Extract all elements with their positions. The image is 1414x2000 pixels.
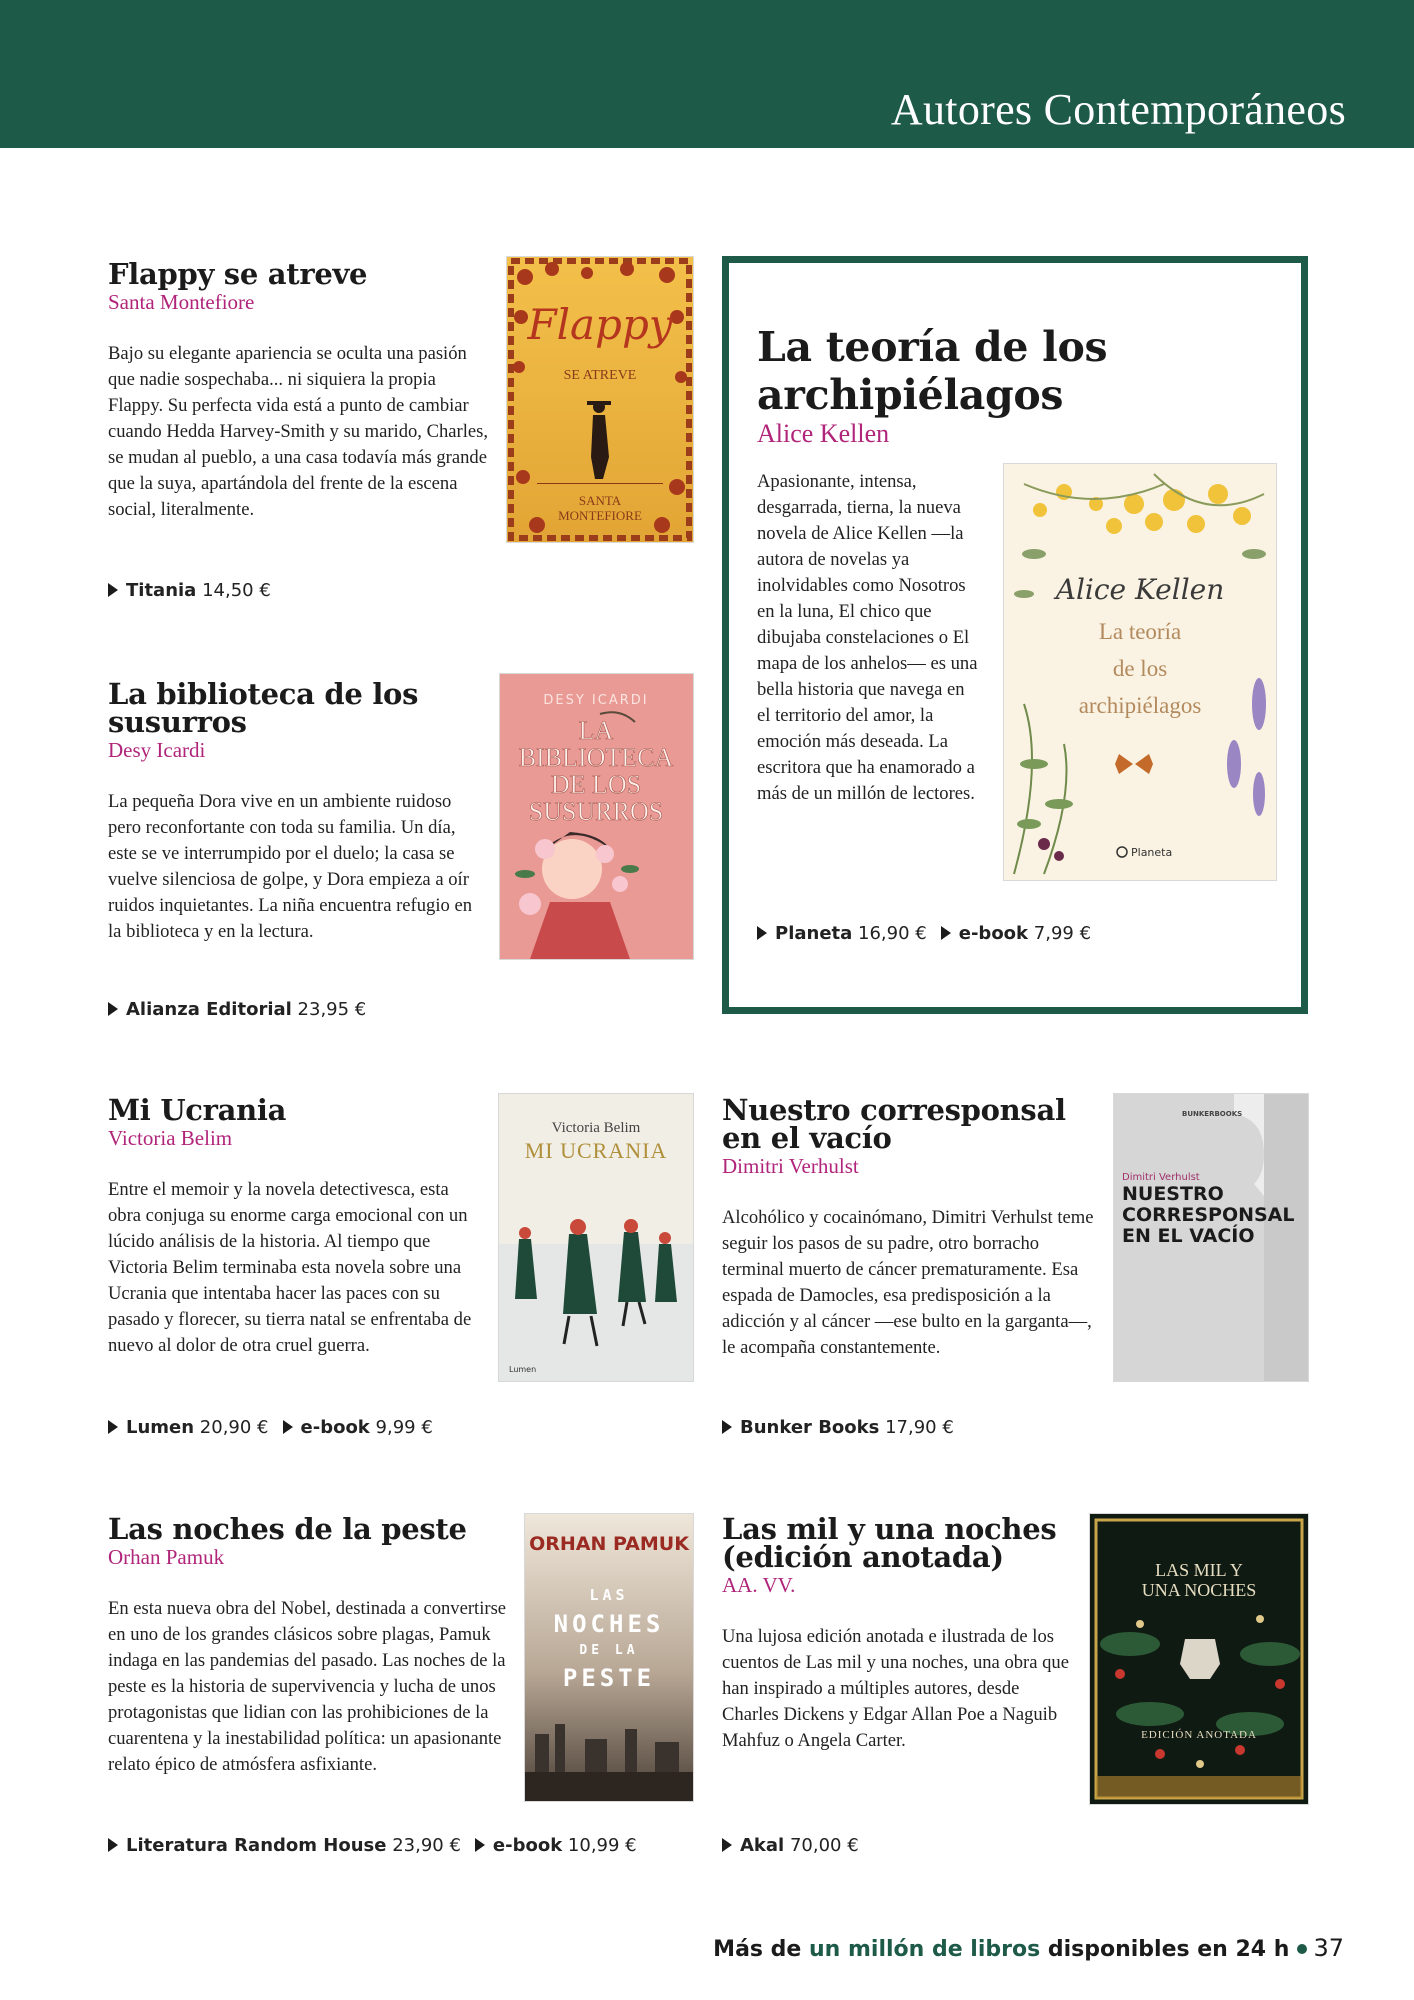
book-description: En esta nueva obra del Nobel, destinada a convertirse en uno de los grandes clásicos sobre plagas, Pamuk indaga en las pandemias del pasado. Las noches de la peste es la historia de supervivencia y lucha de unos protagonistas que lidian con las prohibiciones de la cuarentena y la inestabilidad política: un apasionante relato épico de atmósfera asfixiante.	[108, 1598, 507, 1775]
book-title: Las noches de la peste	[108, 1512, 467, 1546]
book-author: Alice Kellen	[757, 419, 890, 448]
book-description-column	[757, 469, 979, 807]
book-description: La pequeña Dora vive en un ambiente ruidoso pero reconfortante con toda su familia. Un día, este se ve interrumpido por el duelo; la casa se vuelve silenciosa de golpe, y Dora empieza a oír ruidos inquietantes. La niña encuentra refugio en la biblioteca y en la lectura.	[108, 791, 472, 942]
book-author: Orhan Pamuk	[108, 1545, 225, 1569]
ebook-price: 10,99 €	[567, 1835, 637, 1856]
book-cover-peste[interactable]	[525, 1514, 693, 1801]
price: 70,00 €	[789, 1835, 859, 1856]
bullet-icon	[1297, 1944, 1307, 1954]
cover-author: Alice Kellen	[1055, 573, 1225, 606]
price: 14,50 €	[202, 580, 271, 601]
arrow-icon	[757, 926, 767, 940]
publisher: Bunker Books	[740, 1417, 880, 1438]
book-cover-ucrania[interactable]	[499, 1094, 693, 1381]
cover-line: LAS	[589, 1586, 629, 1604]
price: 16,90 €	[858, 923, 927, 944]
ebook-price: 7,99 €	[1033, 923, 1092, 944]
price: 17,90 €	[885, 1417, 954, 1438]
arrow-icon	[108, 1838, 118, 1852]
book-title: Flappy se atreve	[108, 257, 368, 291]
book-entry-biblioteca	[108, 677, 478, 945]
cover-line: NUESTRO	[1122, 1183, 1224, 1205]
book-cover-corresponsal[interactable]	[1114, 1094, 1308, 1381]
cover-line: EN EL VACÍO	[1122, 1225, 1255, 1247]
book-cover-biblioteca[interactable]	[500, 674, 693, 959]
arrow-icon	[108, 583, 118, 597]
book-description: Una lujosa edición anotada e ilustrada de los cuentos de Las mil y una noches, una obra que han inspirado a múltiples autores, desde Charles Dickens y Edgar Allan Poe a Naguib Mahfuz o Angela Carter.	[722, 1626, 1069, 1751]
page-footer	[713, 1934, 1344, 1962]
cover-line: de los	[1112, 656, 1168, 681]
purchase-info[interactable]	[108, 580, 271, 601]
cover-subtitle: SE ATREVE	[563, 368, 637, 383]
purchase-info[interactable]	[108, 1417, 433, 1438]
book-description: Alcohólico y cocainómano, Dimitri Verhulst teme seguir los pasos de su padre, otro borracho terminal muerto de cáncer prematuramente. Esa espada de Damocles, esa predisposición a la adicción y al cáncer —ese bulto en la garganta—, le acompaña constantemente.	[722, 1207, 1094, 1358]
cover-author: SANTA MONTEFIORE	[558, 493, 642, 523]
publisher: Alianza Editorial	[126, 999, 292, 1020]
price: 23,90 €	[392, 1835, 461, 1856]
arrow-icon	[722, 1420, 732, 1434]
cover-author: DESY ICARDI	[543, 693, 649, 708]
cover-publisher: BUNKERBOOKS	[1182, 1110, 1243, 1118]
arrow-icon	[941, 926, 951, 940]
publisher: Akal	[740, 1835, 785, 1856]
book-entry-corresponsal	[722, 1093, 1100, 1361]
book-description: Bajo su elegante apariencia se oculta una pasión que nadie sospechaba... ni siquiera la propia Flappy. Su perfecta vida está a punto de cambiar cuando Hedda Harvey-Smith y su marido, Charles, se mudan al pueblo, a una casa todavía más grande que la suya, apartándola del frente de la escena social, literalmente.	[108, 343, 489, 520]
book-author: Santa Montefiore	[108, 290, 255, 314]
publisher: Lumen	[126, 1417, 195, 1438]
page-number: 37	[1313, 1934, 1344, 1962]
book-entry-archipielagos	[757, 323, 1277, 449]
purchase-info[interactable]	[757, 923, 1091, 944]
publisher: Literatura Random House	[126, 1835, 387, 1856]
purchase-info[interactable]	[722, 1417, 954, 1438]
footer-text: disponibles en 24 h	[1040, 1937, 1290, 1962]
section-header	[0, 0, 1414, 148]
book-title: La teoría de los archipiélagos	[757, 323, 1108, 419]
cover-line: SUSURROS	[528, 797, 664, 826]
arrow-icon	[283, 1420, 293, 1434]
book-author: Victoria Belim	[108, 1126, 233, 1150]
book-entry-milnoches	[722, 1512, 1080, 1754]
cover-line: LAS MIL Y	[1155, 1560, 1243, 1580]
book-description: Apasionante, intensa, desgarrada, tierna, la nueva novela de Alice Kellen —la autora de novelas ya inolvidables como Nosotros en la luna, El chico que dibujaba constelaciones o El mapa de los anhelos— es una bella historia que navega en el territorio del amor, la emoción más deseada. La escritora que ha enamorado a más de un millón de lectores.	[757, 471, 978, 804]
book-title: Nuestro corresponsal en el vacío	[722, 1093, 1066, 1155]
ebook-label: e-book	[492, 1835, 563, 1856]
arrow-icon	[108, 1002, 118, 1016]
cover-line: DE LA	[579, 1643, 639, 1658]
purchase-info[interactable]	[722, 1835, 859, 1856]
cover-publisher: Planeta	[1131, 846, 1173, 859]
cover-line: BIBLIOTECA	[518, 743, 674, 772]
cover-author: Dimitri Verhulst	[1122, 1172, 1200, 1183]
ebook-label: e-book	[300, 1417, 370, 1438]
book-entry-peste	[108, 1512, 508, 1778]
cover-line: LA	[578, 716, 614, 745]
cover-line: EDICIÓN ANOTADA	[1141, 1729, 1257, 1741]
book-entry-ucrania	[108, 1093, 486, 1359]
book-author: Dimitri Verhulst	[722, 1154, 859, 1178]
cover-line: La teoría	[1098, 619, 1182, 644]
book-author: AA. VV.	[722, 1573, 796, 1597]
book-title: Mi Ucrania	[108, 1093, 287, 1127]
book-cover-milnoches[interactable]	[1090, 1514, 1308, 1804]
purchase-info[interactable]	[108, 999, 366, 1020]
footer-highlight: un millón de libros	[809, 1937, 1041, 1962]
book-cover-flappy[interactable]	[507, 257, 693, 542]
book-entry-flappy	[108, 257, 490, 523]
publisher: Titania	[126, 580, 197, 601]
section-title: Autores Contemporáneos	[890, 85, 1346, 134]
publisher: Planeta	[775, 923, 853, 944]
cover-author: Victoria Belim	[551, 1120, 641, 1136]
book-title: La biblioteca de los susurros	[108, 677, 419, 739]
cover-title: MI UCRANIA	[524, 1138, 668, 1163]
arrow-icon	[108, 1420, 118, 1434]
footer-text: Más de	[713, 1937, 809, 1962]
price: 20,90 €	[199, 1417, 269, 1438]
cover-line: CORRESPONSAL	[1122, 1204, 1295, 1226]
cover-line: archipiélagos	[1078, 693, 1202, 718]
cover-publisher: Lumen	[509, 1365, 537, 1374]
featured-book-box	[722, 256, 1308, 1014]
book-cover-archipielagos[interactable]	[1004, 464, 1276, 880]
arrow-icon	[722, 1838, 732, 1852]
cover-line: UNA NOCHES	[1141, 1580, 1257, 1600]
book-author: Desy Icardi	[108, 738, 206, 762]
cover-line: DE LOS	[550, 770, 642, 799]
cover-title: Flappy	[527, 300, 673, 349]
purchase-info[interactable]	[108, 1835, 637, 1856]
book-title: Las mil y una noches (edición anotada)	[722, 1512, 1057, 1574]
ebook-label: e-book	[958, 923, 1029, 944]
book-description: Entre el memoir y la novela detectivesca, esta obra conjuga su enorme carga emocional con un lúcido análisis de la historia. Al tiempo que Victoria Belim terminaba esta novela sobre una Ucrania que intentaba hacer las paces con su pasado y florecer, su tierra natal se enfrentaba de nuevo al dolor de otra cruel guerra.	[108, 1179, 472, 1356]
cover-author: ORHAN PAMUK	[529, 1533, 689, 1555]
arrow-icon	[475, 1838, 485, 1852]
price: 23,95 €	[297, 999, 367, 1020]
cover-line: PESTE	[562, 1664, 656, 1692]
cover-line: NOCHES	[553, 1610, 665, 1638]
ebook-price: 9,99 €	[375, 1417, 433, 1438]
